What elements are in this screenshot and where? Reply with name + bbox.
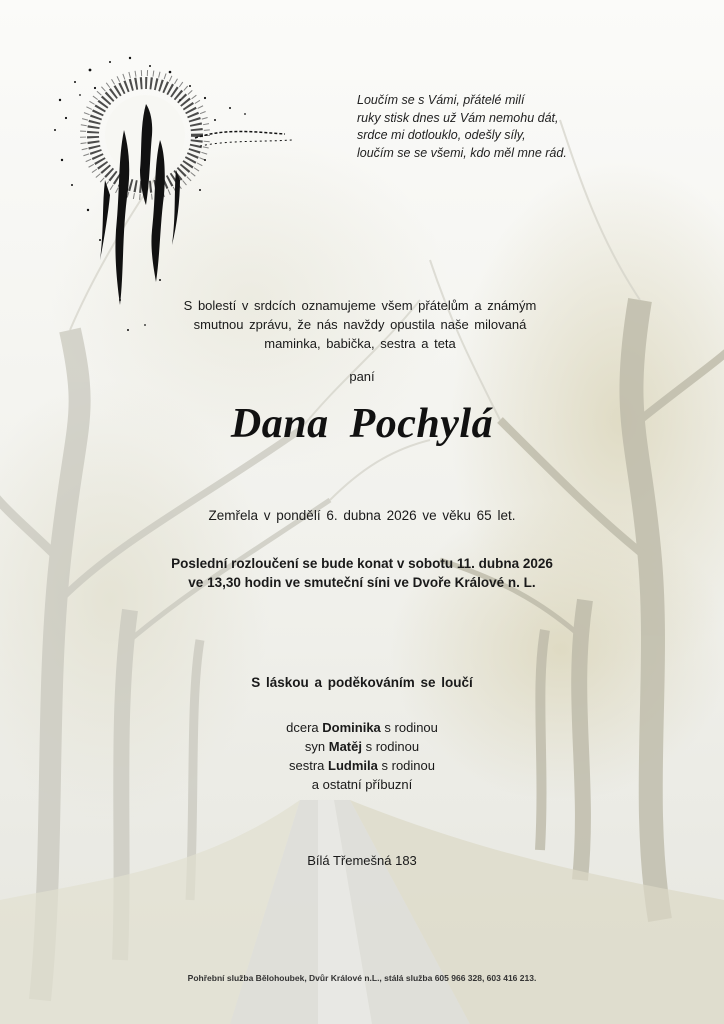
announcement-line: smutnou zprávu, že nás navždy opustila naše milovaná (193, 317, 527, 332)
mourner-row (0, 718, 724, 737)
death-info: Zemřela v pondělí 6. dubna 2026 ve věku 65 let. (208, 508, 516, 523)
mourner-row (0, 737, 724, 756)
poem-line: loučím se se všemi, kdo měl mne rád. (357, 145, 567, 160)
announcement-line: S bolestí v srdcích oznamujeme všem přátelům a známým (183, 298, 537, 313)
funeral-info (0, 554, 724, 592)
mourner-name: Ludmila (328, 758, 378, 773)
mourner-role: sestra (289, 758, 325, 773)
thanks-heading: S láskou a poděkováním se loučí (251, 675, 473, 690)
memorial-poem (357, 92, 657, 162)
mourners-list (0, 718, 724, 794)
mourner-row (0, 756, 724, 775)
address: Bílá Třemešná 183 (307, 853, 417, 868)
poem-line: ruky stisk dnes už Vám nemohu dát, (357, 110, 559, 125)
mourner-role: syn (304, 739, 326, 754)
mourner-name: Dominika (322, 720, 381, 735)
announcement-line: maminka, babička, sestra a teta (264, 336, 456, 351)
poem-line: srdce mi dotlouklo, odešly síly, (357, 128, 526, 142)
title-word: paní (349, 369, 375, 384)
mourner-suffix: s rodinou (365, 739, 420, 754)
funeral-line: ve 13,30 hodin ve smuteční síni ve Dvoře Králové n. L. (188, 575, 536, 590)
mourner-suffix: s rodinou (384, 720, 438, 735)
mourner-suffix: s rodinou (381, 758, 435, 773)
funeral-service-footer: Pohřební služba Bělohoubek, Dvůr Králové n.L., stálá služba 605 966 328, 603 416 213. (187, 973, 537, 983)
poem-line: Loučím se s Vámi, přátelé milí (357, 93, 525, 107)
mourner-row: a ostatní příbuzní (311, 777, 413, 792)
announcement-text (100, 296, 620, 353)
mourner-name: Matěj (328, 739, 362, 754)
funeral-line: Poslední rozloučení se bude konat v sobotu 11. dubna 2026 (171, 556, 553, 571)
deceased-name: Dana Pochylá (230, 401, 494, 447)
mourner-role: dcera (286, 720, 319, 735)
